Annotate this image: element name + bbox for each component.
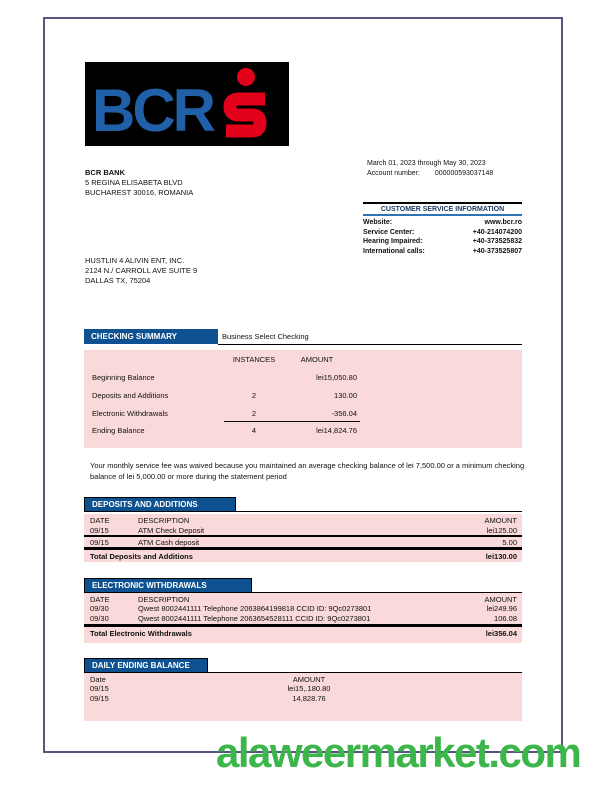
deposit-description: ATM Check Deposit <box>138 526 205 535</box>
summary-label: Deposits and Additions <box>92 391 169 400</box>
customer-service-underline <box>363 214 522 216</box>
daily-balance-header-rule <box>208 672 522 673</box>
daily-date: 09/15 <box>90 694 109 703</box>
withdrawal-date: 09/30 <box>90 614 109 623</box>
deposits-total-label: Total Deposits and Additions <box>90 552 193 561</box>
withdrawals-total-amount: lei356.04 <box>485 629 517 638</box>
daily-amount: 14,828.76 <box>292 694 326 703</box>
withdrawal-date: 09/30 <box>90 604 109 613</box>
account-number-value: 000000593037148 <box>434 170 494 177</box>
total-rule <box>84 624 522 627</box>
summary-amount: 130.00 <box>334 391 357 400</box>
withdrawal-description: Qwest 8002441111 Telephone 2063654528111 CCID ID: 9Qc0273801 <box>138 614 371 623</box>
withdrawal-description: Qwest 8002441111 Telephone 2063864199818 CCID ID: 9Qc0273801 <box>138 604 372 613</box>
deposit-date: 09/15 <box>90 526 109 535</box>
statement-period-block <box>367 159 493 179</box>
customer-address-line2: DALLAS TX, 75204 <box>85 276 151 285</box>
account-number-line <box>367 169 493 179</box>
subtitle-underline <box>218 344 522 345</box>
service-fee-note: Your monthly service fee was waived because you maintained an average checking balance of lei 7,500.00 or a minimum checking balance of lei 5,000.00 or more during the statement period <box>90 461 525 481</box>
account-number-label: Account number: <box>367 170 420 177</box>
customer-name: HUSTLIN 4 ALIVIN ENT, INC. <box>85 256 185 265</box>
col-date: DATE <box>90 595 110 604</box>
customer-service-title: CUSTOMER SERVICE INFORMATION <box>380 206 505 213</box>
col-amount: AMOUNT <box>484 516 517 525</box>
withdrawals-table <box>84 593 522 643</box>
cs-value: +40-373525807 <box>472 247 522 255</box>
erste-s-icon <box>219 62 279 146</box>
bank-address-line2: BUCHAREST 30016, ROMANIA <box>85 188 194 197</box>
summary-instances: 2 <box>251 409 257 418</box>
cs-label: Website: <box>363 219 393 226</box>
withdrawals-header: ELECTRONIC WITHDRAWALS <box>84 578 252 593</box>
customer-service-row <box>363 237 522 247</box>
col-instances: INSTANCES <box>232 355 276 364</box>
watermark-text: alaweermarket.com <box>216 729 581 776</box>
customer-service-row <box>363 228 522 238</box>
deposits-table <box>84 514 522 562</box>
subtotal-rule <box>224 421 360 422</box>
customer-service-row <box>363 247 522 257</box>
summary-label: Electronic Withdrawals <box>92 409 168 418</box>
checking-summary-header: CHECKING SUMMARY <box>84 329 218 344</box>
summary-instances: 2 <box>251 391 257 400</box>
summary-label: Ending Balance <box>92 426 145 435</box>
statement-period: March 01, 2023 through May 30, 2023 <box>367 160 486 167</box>
deposits-total-amount: lei130.00 <box>485 552 517 561</box>
col-description: DESCRIPTION <box>138 516 190 525</box>
deposit-amount: 5.00 <box>502 538 517 547</box>
col-date: DATE <box>90 516 110 525</box>
deposit-amount: lei125.00 <box>486 526 517 535</box>
withdrawal-amount: 106.08 <box>494 614 517 623</box>
checking-summary-subtitle: Business Select Checking <box>222 332 309 341</box>
cs-label: International calls: <box>363 247 425 255</box>
daily-balance-table <box>84 673 522 721</box>
cs-value: +40-214074200 <box>472 228 522 236</box>
customer-address-block <box>85 256 197 286</box>
cs-label: Service Center: <box>363 228 415 236</box>
daily-date: 09/15 <box>90 684 109 693</box>
bank-address-line1: 5 REGINA ELISABETA BLVD <box>85 178 183 187</box>
daily-amount: lei15,.180.80 <box>287 684 331 693</box>
deposit-date: 09/15 <box>90 538 109 547</box>
summary-amount: lei14,824.76 <box>316 426 357 435</box>
col-amount: AMOUNT <box>484 595 517 604</box>
customer-service-box <box>363 202 522 256</box>
cs-label: Hearing Impaired: <box>363 238 423 245</box>
deposits-header: DEPOSITS AND ADDITIONS <box>84 497 236 512</box>
checking-summary-table <box>84 350 522 448</box>
withdrawals-total-label: Total Electronic Withdrawals <box>90 629 192 638</box>
bcr-logo <box>85 62 289 146</box>
bank-name: BCR BANK <box>85 168 125 177</box>
customer-service-row <box>363 218 522 228</box>
total-rule <box>84 547 522 550</box>
daily-balance-header: DAILY ENDING BALANCE <box>84 658 208 673</box>
cs-value: www.bcr.ro <box>484 219 522 226</box>
deposit-description: ATM Cash deposit <box>138 538 200 547</box>
col-date: Date <box>90 675 106 684</box>
withdrawals-header-rule <box>252 592 522 593</box>
cs-value: +40-373525832 <box>472 238 522 245</box>
col-description: DESCRIPTION <box>138 595 190 604</box>
col-amount: AMOUNT <box>300 355 334 364</box>
col-amount: AMOUNT <box>292 675 326 684</box>
withdrawal-amount: lei249.96 <box>486 604 517 613</box>
bank-address-block <box>85 168 193 198</box>
summary-instances: 4 <box>251 426 257 435</box>
summary-amount: lei15,050.80 <box>316 373 357 382</box>
deposits-header-rule <box>236 511 522 512</box>
row-rule <box>84 535 522 537</box>
customer-address-line1: 2124 N./ CARROLL AVE SUITE 9 <box>85 266 198 275</box>
bcr-logo-text: BCR <box>92 77 213 144</box>
summary-amount: -356.04 <box>331 409 357 418</box>
summary-label: Beginning Balance <box>92 373 155 382</box>
